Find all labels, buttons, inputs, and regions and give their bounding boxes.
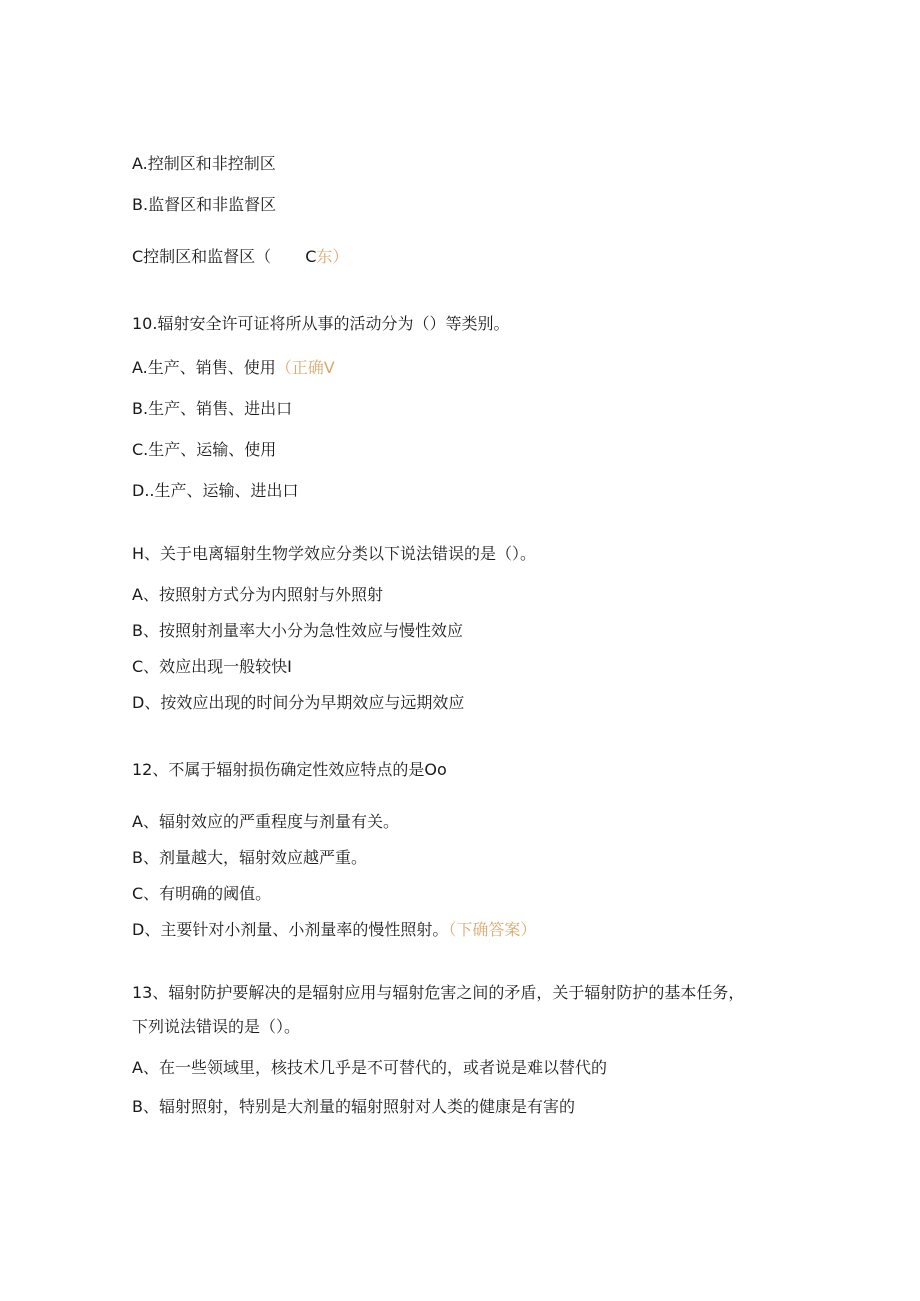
- q10-option-a-answer: （正确V: [275, 358, 335, 377]
- q9-option-b: B.监督区和非监督区: [132, 195, 277, 214]
- q10-option-c: C.生产、运输、使用: [132, 440, 277, 459]
- q10-option-d: D..生产、运输、进出口: [132, 481, 299, 500]
- q12-option-a: A、辐射效应的严重程度与剂量有关。: [132, 812, 399, 831]
- q10-option-b: B.生产、销售、进出口: [132, 399, 293, 418]
- q10-option-a-text: A.生产、销售、使用: [132, 358, 276, 377]
- q10-option-a: [132, 358, 335, 378]
- q12-option-d-answer: （下确答案）: [448, 920, 537, 939]
- q11-option-a: A、按照射方式分为内照射与外照射: [132, 585, 383, 604]
- q11-option-d: D、按效应出现的时间分为早期效应与远期效应: [132, 693, 465, 712]
- q12-option-b: B、剂量越大，辐射效应越严重。: [132, 848, 367, 867]
- q13-question-line2: 下列说法错误的是（）。: [132, 1017, 301, 1036]
- q12-option-d-text: D、主要针对小剂量、小剂量率的慢性照射。: [132, 920, 449, 939]
- q9-answer-mark: 东）: [316, 247, 349, 266]
- q9-option-a: A.控制区和非控制区: [132, 154, 276, 173]
- q11-option-c: C、效应出现一般较快I: [132, 657, 292, 676]
- q9-option-c-text: C控制区和监督区（: [132, 247, 272, 266]
- q12-option-c: C、有明确的阈值。: [132, 884, 272, 903]
- q11-question: H、关于电离辐射生物学效应分类以下说法错误的是（）。: [132, 544, 537, 563]
- q13-question-line1: 13、辐射防护要解决的是辐射应用与辐射危害之间的矛盾，关于辐射防护的基本任务，: [132, 983, 745, 1002]
- q13-option-b: B、辐射照射，特别是大剂量的辐射照射对人类的健康是有害的: [132, 1097, 575, 1116]
- q12-question: 12、不属于辐射损伤确定性效应特点的是Oo: [132, 760, 447, 779]
- q9-option-c-answer: [305, 247, 348, 266]
- q12-option-d: [132, 920, 536, 940]
- q10-question: 10.辐射安全许可证将所从事的活动分为（）等类别。: [132, 314, 510, 333]
- q9-answer-letter: C: [305, 247, 317, 266]
- q9-option-c: [132, 247, 348, 267]
- q13-option-a: A、在一些领域里，核技术几乎是不可替代的，或者说是难以替代的: [132, 1058, 607, 1077]
- q11-option-b: B、按照射剂量率大小分为急性效应与慢性效应: [132, 621, 463, 640]
